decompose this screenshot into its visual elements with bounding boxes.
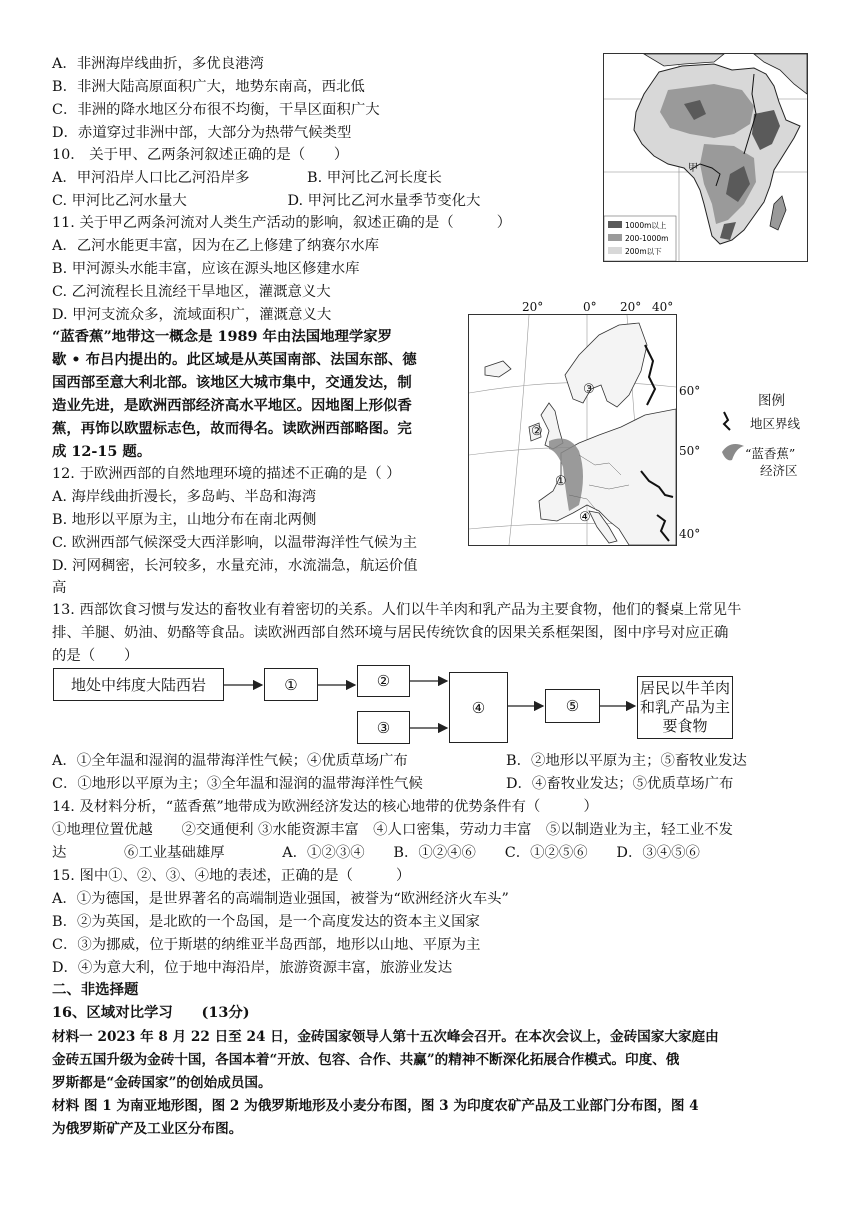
q16-material-1-line-1: 材料一 2023 年 8 月 22 日至 24 日，金砖国家领导人第十五次峰会召开。在本次会议上，金砖国家大家庭由 — [52, 1029, 719, 1045]
lat-label-60: 60° — [679, 384, 701, 398]
q16-material-1-line-2: 金砖五国升级为金砖十国，各国本着“开放、包容、合作、共赢”的精神不断深化拓展合作模式。印度、俄 — [52, 1052, 680, 1068]
q11-option-c: C. 乙河流程长且流经干旱地区，灌溉意义大 — [52, 284, 331, 300]
label-jia: 甲 — [688, 163, 698, 174]
q9-option-d: D．赤道穿过非洲中部，大部分为热带气候类型 — [52, 125, 352, 141]
q12-option-b: B. 地形以平原为主，山地分布在南北两侧 — [52, 512, 317, 528]
q16-material-1-line-3: 罗斯都是“金砖国家”的创始成员国。 — [52, 1075, 272, 1091]
lon-label-0: 0° — [583, 300, 597, 314]
marker-2: ② — [531, 424, 543, 439]
q14-line-2: ①地理位置优越 ②交通便利 ③水能资源丰富 ④人口密集，劳动力丰富 ⑤以制造业为主，轻工业不发 — [52, 822, 733, 838]
legend-swatch-high — [608, 221, 622, 228]
europe-map-graphic — [469, 315, 676, 545]
q9-option-c: C．非洲的降水地区分布很不均衡，干旱区面积广大 — [52, 102, 380, 118]
q13-line-1: 13. 西部饮食习惯与发达的畜牧业有着密切的关系。人们以牛羊肉和乳产品为主要食物，他们的餐桌上常见牛 — [52, 602, 742, 618]
q11-stem: 11. 关于甲乙两条河流对人类生产活动的影响，叙述正确的是（ ） — [52, 215, 512, 231]
q15-stem: 15. 图中①、②、③、④地的表述，正确的是（ ） — [52, 868, 411, 884]
q10-stem: 10． 关于甲、乙两条河叙述正确的是（ ） — [52, 147, 349, 163]
passage-line-5: 蕉，再饰以欧盟标志色，故而得名。读欧洲西部略图。完 — [52, 420, 412, 437]
marker-3: ③ — [583, 382, 595, 397]
passage-line-2: 歇 • 布吕内提出的。此区域是从英国南部、法国东部、德 — [52, 351, 417, 368]
q9-option-a: A．非洲海岸线曲折，多优良港湾 — [52, 56, 264, 72]
q12-stem: 12. 于欧洲西部的自然地理环境的描述不正确的是（ ） — [52, 466, 401, 482]
western-europe-map — [468, 314, 677, 546]
q16-material-2-line-1: 材料 图 1 为南亚地形图，图 2 为俄罗斯地形及小麦分布图，图 3 为印度农矿产品及工业部门分布图，图 4 — [52, 1098, 699, 1114]
lat-label-50: 50° — [679, 444, 701, 458]
africa-map-graphic — [604, 54, 807, 261]
q12-option-d-cont: 高 — [52, 580, 67, 596]
flow-node-5: ⑤ — [545, 689, 600, 723]
q12-option-a: A. 海岸线曲折漫长，多岛屿、半岛和海湾 — [52, 489, 317, 505]
legend-swatch-low — [608, 247, 622, 254]
q12-option-d: D. 河网稠密，长河较多，水量充沛，水流湍急，航运价值 — [52, 558, 418, 574]
passage-line-1: “蓝香蕉”地带这一概念是 1989 年由法国地理学家罗 — [52, 328, 393, 345]
flow-end-box — [637, 676, 733, 739]
q11-option-b: B. 甲河源头水能丰富，应该在源头地区修建水库 — [52, 261, 360, 277]
marker-1: ① — [555, 474, 567, 489]
passage-line-3: 国西部至意大利北部。该地区大城市集中，交通发达，制 — [52, 374, 412, 391]
q14-line-3: 达 ⑥工业基础雄厚 A．①②③④ B．①②④⑥ C．①②⑤⑥ D．③④⑤⑥ — [52, 845, 700, 861]
q16-material-2-line-2: 为俄罗斯矿产及工业区分布图。 — [52, 1121, 243, 1137]
lon-label-20w: 20° — [522, 300, 544, 314]
flow-end-line-1: 居民以牛羊肉 — [639, 679, 730, 697]
legend-high-label: 1000m以上 — [625, 221, 667, 230]
iceland — [485, 361, 511, 377]
q16-title: 16、区域对比学习 (13分) — [52, 1004, 250, 1021]
legend-swatch-mid — [608, 234, 622, 241]
q13-option-a: A．①全年温和湿润的温带海洋性气候；④优质草场广布 — [52, 753, 408, 769]
passage-line-6: 成 12-15 题。 — [52, 443, 152, 460]
legend-low-label: 200m以下 — [625, 247, 662, 256]
q13-line-3: 的是（ ） — [52, 648, 139, 664]
legend-boundary-label: 地区界线 — [750, 416, 801, 431]
flow-start-box: 地处中纬度大陆西岩 — [53, 668, 224, 701]
q11-option-a: A．乙河水能更丰富，因为在乙上修建了纳赛尔水库 — [52, 238, 379, 254]
africa-relief-map — [603, 53, 808, 262]
legend-banana-label-2: 经济区 — [760, 463, 798, 478]
q15-option-c: C．③为挪威，位于斯堪的纳维亚半岛西部，地形以山地、平原为主 — [52, 937, 481, 953]
legend-banana-label-1: “蓝香蕉” — [745, 446, 796, 461]
flow-end-line-2: 和乳产品为主 — [639, 698, 730, 716]
section-2-heading: 二、非选择题 — [52, 981, 139, 998]
q12-option-c: C. 欧洲西部气候深受大西洋影响，以温带海洋性气候为主 — [52, 535, 418, 551]
scandinavia — [565, 323, 647, 407]
q13-option-b: B．②地形以平原为主；⑤畜牧业发达 — [506, 753, 747, 769]
q15-option-d: D．④为意大利，位于地中海沿岸，旅游资源丰富，旅游业发达 — [52, 960, 453, 976]
europe-legend-symbols — [718, 410, 748, 470]
lat-label-40: 40° — [679, 527, 701, 541]
q13-line-2: 排、羊腿、奶油、奶酪等食品。读欧洲西部自然环境与居民传统饮食的因果关系框架图，图中序号对应正确 — [52, 625, 729, 641]
flow-node-4: ④ — [449, 672, 508, 743]
q15-option-a: A．①为德国，是世界著名的高端制造业强国，被誉为“欧洲经济火车头” — [52, 891, 509, 907]
q13-option-c: C．①地形以平原为主；③全年温和湿润的温带海洋性气候 — [52, 776, 423, 792]
boundary-north — [645, 345, 655, 405]
lon-label-20e: 20° — [620, 300, 642, 314]
marker-4: ④ — [579, 510, 591, 525]
q11-option-d: D. 甲河支流众多，流域面积广，灌溉意义大 — [52, 307, 332, 323]
boundary-line-symbol — [724, 412, 730, 430]
q13-option-d: D．④畜牧业发达；⑤优质草场广布 — [506, 776, 734, 792]
q15-option-b: B．②为英国，是北欧的一个岛国，是一个高度发达的资本主义国家 — [52, 914, 480, 930]
q10-options-cd: C. 甲河比乙河水量大 D. 甲河比乙河水量季节变化大 — [52, 193, 481, 209]
legend-mid-label: 200-1000m — [625, 234, 669, 243]
flow-node-1: ① — [264, 668, 318, 701]
passage-line-4: 造业先进，是欧洲西部经济高水平地区。因地图上形似香 — [52, 397, 412, 414]
flow-end-line-3: 要食物 — [662, 717, 708, 735]
flow-node-3: ③ — [357, 711, 410, 744]
banana-region-symbol — [722, 444, 744, 460]
q9-option-b: B．非洲大陆高原面积广大，地势东南高，西北低 — [52, 79, 365, 95]
q14-line-1: 14. 及材料分析，“蓝香蕉”地带成为欧洲经济发达的核心地带的优势条件有（ ） — [52, 799, 598, 815]
lon-label-40e: 40° — [652, 300, 674, 314]
madagascar — [770, 196, 786, 230]
q10-options-ab: A．甲河沿岸人口比乙河沿岸多 B. 甲河比乙河长度长 — [52, 170, 442, 186]
europe-legend-title: 图例 — [758, 393, 785, 409]
flow-node-2: ② — [357, 665, 410, 697]
